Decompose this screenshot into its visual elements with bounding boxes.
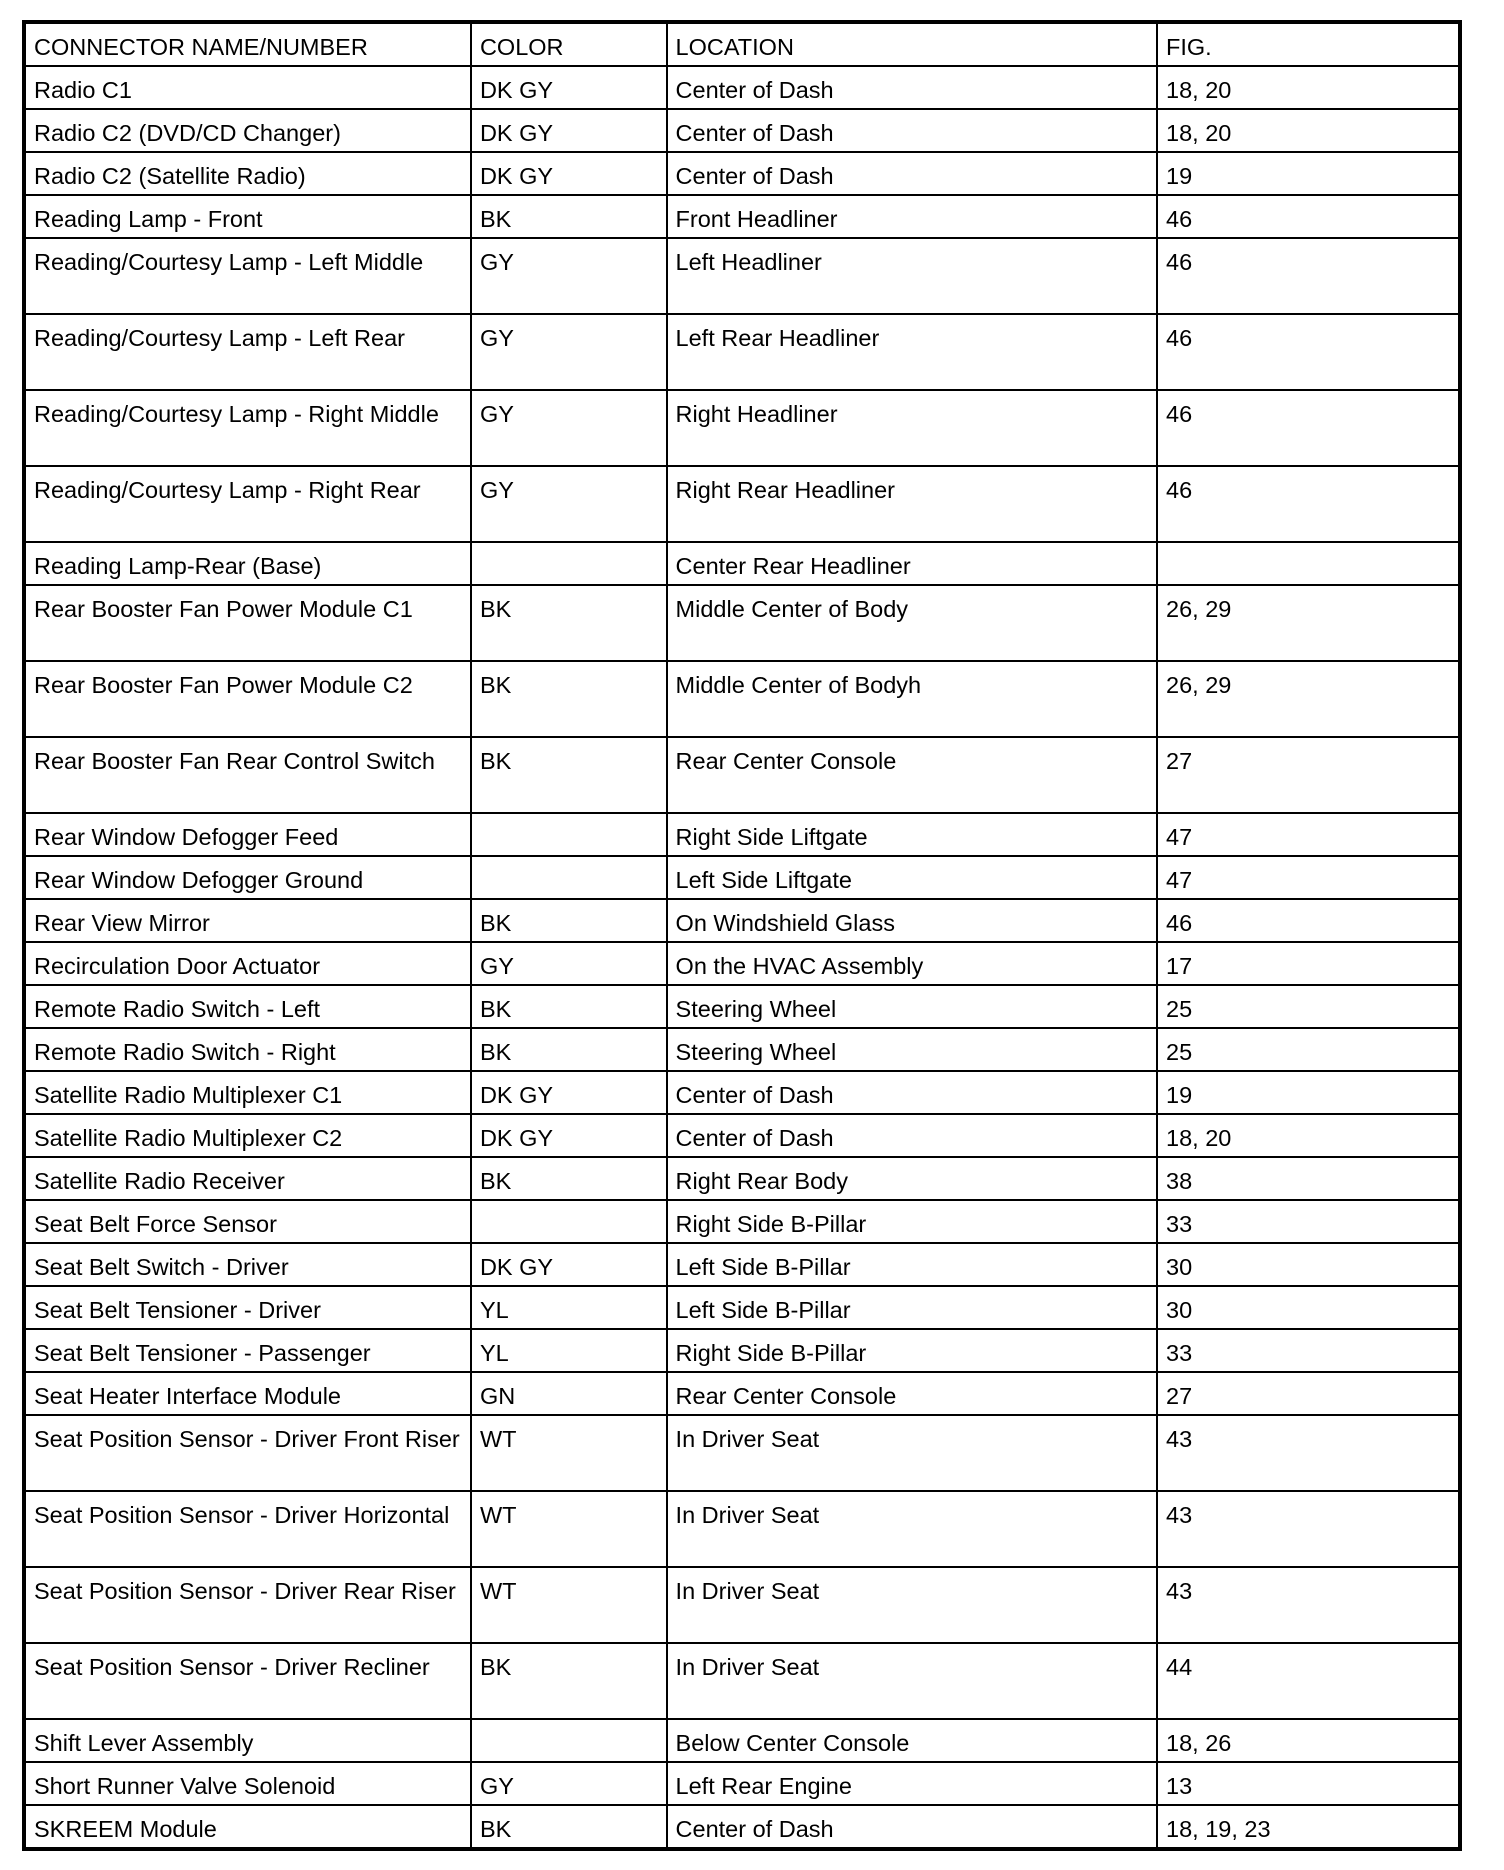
connector-name: Satellite Radio Multiplexer C1	[24, 1071, 471, 1114]
figure-ref: 43	[1157, 1491, 1460, 1567]
location: Right Rear Headliner	[667, 466, 1157, 542]
color-code: DK GY	[471, 152, 667, 195]
connector-name: Reading/Courtesy Lamp - Left Rear	[24, 314, 471, 390]
table-row	[24, 195, 1460, 238]
location: In Driver Seat	[667, 1643, 1157, 1719]
table-row	[24, 942, 1460, 985]
color-code: GY	[471, 390, 667, 466]
figure-ref: 47	[1157, 856, 1460, 899]
connector-name: Recirculation Door Actuator	[24, 942, 471, 985]
color-code: DK GY	[471, 1243, 667, 1286]
figure-ref: 43	[1157, 1415, 1460, 1491]
connector-name: Short Runner Valve Solenoid	[24, 1762, 471, 1805]
table-row	[24, 542, 1460, 585]
table-row	[24, 466, 1460, 542]
color-code: DK GY	[471, 1071, 667, 1114]
figure-ref: 43	[1157, 1567, 1460, 1643]
figure-ref: 46	[1157, 314, 1460, 390]
figure-ref: 47	[1157, 813, 1460, 856]
figure-ref: 18, 19, 23	[1157, 1805, 1460, 1849]
figure-ref: 33	[1157, 1200, 1460, 1243]
connector-name: Rear Window Defogger Ground	[24, 856, 471, 899]
table-row	[24, 813, 1460, 856]
connector-name: Rear Window Defogger Feed	[24, 813, 471, 856]
connector-name: Reading Lamp-Rear (Base)	[24, 542, 471, 585]
location: Front Headliner	[667, 195, 1157, 238]
table-row	[24, 856, 1460, 899]
table-row	[24, 661, 1460, 737]
figure-ref: 17	[1157, 942, 1460, 985]
connector-name: Seat Belt Tensioner - Passenger	[24, 1329, 471, 1372]
location: Center of Dash	[667, 152, 1157, 195]
color-code: GY	[471, 238, 667, 314]
connector-name: Seat Position Sensor - Driver Recliner	[24, 1643, 471, 1719]
color-code: BK	[471, 195, 667, 238]
connector-name: Rear View Mirror	[24, 899, 471, 942]
header-color: COLOR	[471, 22, 667, 66]
table-row	[24, 1372, 1460, 1415]
connector-name: Reading/Courtesy Lamp - Right Middle	[24, 390, 471, 466]
connector-name: Remote Radio Switch - Right	[24, 1028, 471, 1071]
location: In Driver Seat	[667, 1491, 1157, 1567]
color-code: GY	[471, 1762, 667, 1805]
table-row	[24, 238, 1460, 314]
figure-ref: 19	[1157, 152, 1460, 195]
table-row	[24, 152, 1460, 195]
location: In Driver Seat	[667, 1415, 1157, 1491]
figure-ref: 44	[1157, 1643, 1460, 1719]
color-code	[471, 856, 667, 899]
figure-ref: 46	[1157, 466, 1460, 542]
table-row	[24, 985, 1460, 1028]
figure-ref: 30	[1157, 1286, 1460, 1329]
table-row	[24, 1762, 1460, 1805]
location: Steering Wheel	[667, 1028, 1157, 1071]
table-row	[24, 1415, 1460, 1491]
connector-name: Shift Lever Assembly	[24, 1719, 471, 1762]
color-code: GN	[471, 1372, 667, 1415]
location: In Driver Seat	[667, 1567, 1157, 1643]
connector-name: Seat Belt Tensioner - Driver	[24, 1286, 471, 1329]
location: Center of Dash	[667, 1071, 1157, 1114]
connector-name: Reading/Courtesy Lamp - Right Rear	[24, 466, 471, 542]
figure-ref: 13	[1157, 1762, 1460, 1805]
figure-ref: 46	[1157, 390, 1460, 466]
color-code: YL	[471, 1286, 667, 1329]
location: Left Side B-Pillar	[667, 1286, 1157, 1329]
color-code: DK GY	[471, 109, 667, 152]
location: Left Headliner	[667, 238, 1157, 314]
header-row	[24, 22, 1460, 66]
color-code	[471, 1719, 667, 1762]
table-row	[24, 1805, 1460, 1849]
connector-name: Reading/Courtesy Lamp - Left Middle	[24, 238, 471, 314]
table-row	[24, 1114, 1460, 1157]
connector-name: Remote Radio Switch - Left	[24, 985, 471, 1028]
location: Left Side B-Pillar	[667, 1243, 1157, 1286]
color-code	[471, 542, 667, 585]
location: Rear Center Console	[667, 737, 1157, 813]
connector-name: Seat Heater Interface Module	[24, 1372, 471, 1415]
location: Right Headliner	[667, 390, 1157, 466]
connector-name: Seat Belt Force Sensor	[24, 1200, 471, 1243]
location: Right Side B-Pillar	[667, 1200, 1157, 1243]
table-row	[24, 1028, 1460, 1071]
figure-ref: 18, 20	[1157, 109, 1460, 152]
location: Right Rear Body	[667, 1157, 1157, 1200]
table-row	[24, 1071, 1460, 1114]
color-code: BK	[471, 1157, 667, 1200]
figure-ref	[1157, 542, 1460, 585]
color-code: BK	[471, 899, 667, 942]
table-row	[24, 390, 1460, 466]
figure-ref: 18, 20	[1157, 66, 1460, 109]
location: Center of Dash	[667, 66, 1157, 109]
table-row	[24, 1491, 1460, 1567]
connector-name: Satellite Radio Receiver	[24, 1157, 471, 1200]
location: Left Rear Engine	[667, 1762, 1157, 1805]
figure-ref: 26, 29	[1157, 661, 1460, 737]
color-code: BK	[471, 1028, 667, 1071]
connector-name: Seat Belt Switch - Driver	[24, 1243, 471, 1286]
location: Center Rear Headliner	[667, 542, 1157, 585]
color-code: GY	[471, 314, 667, 390]
color-code: BK	[471, 585, 667, 661]
connector-name: Radio C2 (Satellite Radio)	[24, 152, 471, 195]
color-code	[471, 813, 667, 856]
figure-ref: 18, 26	[1157, 1719, 1460, 1762]
connector-name: Radio C2 (DVD/CD Changer)	[24, 109, 471, 152]
color-code: WT	[471, 1491, 667, 1567]
connector-name: Seat Position Sensor - Driver Rear Riser	[24, 1567, 471, 1643]
table-row	[24, 66, 1460, 109]
figure-ref: 30	[1157, 1243, 1460, 1286]
color-code: BK	[471, 737, 667, 813]
figure-ref: 25	[1157, 1028, 1460, 1071]
table-row	[24, 1329, 1460, 1372]
figure-ref: 27	[1157, 737, 1460, 813]
figure-ref: 19	[1157, 1071, 1460, 1114]
location: On the HVAC Assembly	[667, 942, 1157, 985]
figure-ref: 46	[1157, 899, 1460, 942]
location: Middle Center of Bodyh	[667, 661, 1157, 737]
location: Left Rear Headliner	[667, 314, 1157, 390]
figure-ref: 46	[1157, 238, 1460, 314]
location: Steering Wheel	[667, 985, 1157, 1028]
color-code: DK GY	[471, 1114, 667, 1157]
color-code	[471, 1200, 667, 1243]
table-row	[24, 109, 1460, 152]
table-row	[24, 314, 1460, 390]
location: Center of Dash	[667, 109, 1157, 152]
table-row	[24, 1567, 1460, 1643]
location: On Windshield Glass	[667, 899, 1157, 942]
table-row	[24, 737, 1460, 813]
location: Right Side Liftgate	[667, 813, 1157, 856]
table-row	[24, 1719, 1460, 1762]
location: Left Side Liftgate	[667, 856, 1157, 899]
color-code: DK GY	[471, 66, 667, 109]
table-row	[24, 1643, 1460, 1719]
connector-name: Rear Booster Fan Rear Control Switch	[24, 737, 471, 813]
location: Middle Center of Body	[667, 585, 1157, 661]
header-connector: CONNECTOR NAME/NUMBER	[24, 22, 471, 66]
table-row	[24, 1157, 1460, 1200]
table-row	[24, 1286, 1460, 1329]
color-code: YL	[471, 1329, 667, 1372]
connector-name: Rear Booster Fan Power Module C1	[24, 585, 471, 661]
location: Center of Dash	[667, 1114, 1157, 1157]
location: Right Side B-Pillar	[667, 1329, 1157, 1372]
header-fig: FIG.	[1157, 22, 1460, 66]
color-code: GY	[471, 942, 667, 985]
figure-ref: 18, 20	[1157, 1114, 1460, 1157]
table-row	[24, 1243, 1460, 1286]
connector-name: Seat Position Sensor - Driver Front Riser	[24, 1415, 471, 1491]
color-code: BK	[471, 985, 667, 1028]
location: Center of Dash	[667, 1805, 1157, 1849]
location: Rear Center Console	[667, 1372, 1157, 1415]
table-row	[24, 899, 1460, 942]
color-code: BK	[471, 1805, 667, 1849]
connector-name: Satellite Radio Multiplexer C2	[24, 1114, 471, 1157]
figure-ref: 26, 29	[1157, 585, 1460, 661]
figure-ref: 27	[1157, 1372, 1460, 1415]
connector-name: SKREEM Module	[24, 1805, 471, 1849]
figure-ref: 33	[1157, 1329, 1460, 1372]
location: Below Center Console	[667, 1719, 1157, 1762]
color-code: BK	[471, 661, 667, 737]
color-code: GY	[471, 466, 667, 542]
connector-table	[22, 20, 1462, 1851]
figure-ref: 25	[1157, 985, 1460, 1028]
figure-ref: 46	[1157, 195, 1460, 238]
table-row	[24, 1200, 1460, 1243]
color-code: BK	[471, 1643, 667, 1719]
color-code: WT	[471, 1415, 667, 1491]
connector-name: Radio C1	[24, 66, 471, 109]
header-location: LOCATION	[667, 22, 1157, 66]
color-code: WT	[471, 1567, 667, 1643]
connector-name: Rear Booster Fan Power Module C2	[24, 661, 471, 737]
table-row	[24, 585, 1460, 661]
connector-name: Reading Lamp - Front	[24, 195, 471, 238]
connector-name: Seat Position Sensor - Driver Horizontal	[24, 1491, 471, 1567]
figure-ref: 38	[1157, 1157, 1460, 1200]
